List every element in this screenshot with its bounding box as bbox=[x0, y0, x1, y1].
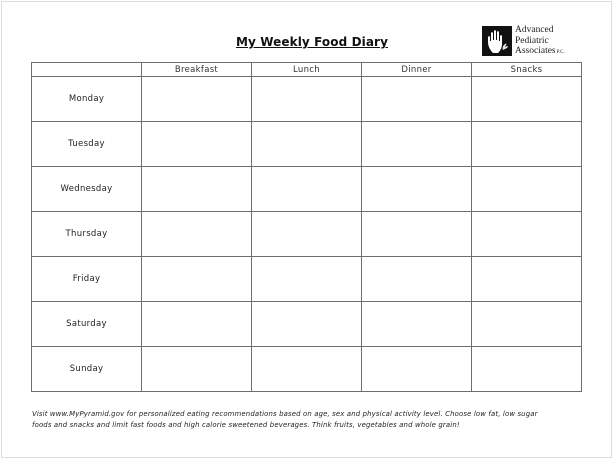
thursday-snacks-cell[interactable] bbox=[472, 212, 582, 257]
thursday-breakfast-cell[interactable] bbox=[142, 212, 252, 257]
thursday-lunch-cell[interactable] bbox=[252, 212, 362, 257]
saturday-breakfast-cell[interactable] bbox=[142, 302, 252, 347]
saturday-lunch-cell[interactable] bbox=[252, 302, 362, 347]
logo-suffix: P.C. bbox=[556, 50, 565, 55]
day-sunday: Sunday bbox=[32, 347, 142, 392]
wednesday-dinner-cell[interactable] bbox=[362, 167, 472, 212]
table-row bbox=[32, 212, 582, 257]
day-tuesday: Tuesday bbox=[32, 122, 142, 167]
monday-snacks-cell[interactable] bbox=[472, 77, 582, 122]
saturday-dinner-cell[interactable] bbox=[362, 302, 472, 347]
monday-lunch-cell[interactable] bbox=[252, 77, 362, 122]
day-saturday: Saturday bbox=[32, 302, 142, 347]
logo-line-3: Associates bbox=[515, 46, 556, 56]
monday-breakfast-cell[interactable] bbox=[142, 77, 252, 122]
tuesday-breakfast-cell[interactable] bbox=[142, 122, 252, 167]
header-snacks: Snacks bbox=[472, 63, 582, 77]
day-friday: Friday bbox=[32, 257, 142, 302]
header-breakfast: Breakfast bbox=[142, 63, 252, 77]
day-monday: Monday bbox=[32, 77, 142, 122]
friday-breakfast-cell[interactable] bbox=[142, 257, 252, 302]
logo-line-1: Advanced bbox=[515, 25, 554, 35]
logo-text bbox=[515, 25, 565, 59]
page-title: My Weekly Food Diary bbox=[236, 35, 388, 49]
hand-logo-icon bbox=[482, 26, 512, 56]
header-lunch: Lunch bbox=[252, 63, 362, 77]
logo-line-2: Pediatric bbox=[515, 35, 549, 46]
footer-line-1: Visit www.MyPyramid.gov for personalized eating recommendations based on age, sex and physical activity level. Choose low fat, low sugar bbox=[32, 410, 538, 418]
tuesday-snacks-cell[interactable] bbox=[472, 122, 582, 167]
thursday-dinner-cell[interactable] bbox=[362, 212, 472, 257]
tuesday-lunch-cell[interactable] bbox=[252, 122, 362, 167]
table-row bbox=[32, 257, 582, 302]
friday-lunch-cell[interactable] bbox=[252, 257, 362, 302]
sunday-snacks-cell[interactable] bbox=[472, 347, 582, 392]
footer-note bbox=[32, 409, 592, 431]
wednesday-lunch-cell[interactable] bbox=[252, 167, 362, 212]
header-blank bbox=[32, 63, 142, 77]
header-dinner: Dinner bbox=[362, 63, 472, 77]
table-row bbox=[32, 347, 582, 392]
table-row bbox=[32, 122, 582, 167]
tuesday-dinner-cell[interactable] bbox=[362, 122, 472, 167]
sunday-breakfast-cell[interactable] bbox=[142, 347, 252, 392]
friday-snacks-cell[interactable] bbox=[472, 257, 582, 302]
sunday-lunch-cell[interactable] bbox=[252, 347, 362, 392]
sunday-dinner-cell[interactable] bbox=[362, 347, 472, 392]
footer-line-2: foods and snacks and limit fast foods and high calorie sweetened beverages. Think fruits, vegetables and whole grain! bbox=[32, 421, 460, 429]
day-thursday: Thursday bbox=[32, 212, 142, 257]
monday-dinner-cell[interactable] bbox=[362, 77, 472, 122]
food-diary-table bbox=[31, 62, 582, 392]
logo bbox=[482, 26, 582, 60]
table-row bbox=[32, 77, 582, 122]
day-wednesday: Wednesday bbox=[32, 167, 142, 212]
wednesday-breakfast-cell[interactable] bbox=[142, 167, 252, 212]
friday-dinner-cell[interactable] bbox=[362, 257, 472, 302]
wednesday-snacks-cell[interactable] bbox=[472, 167, 582, 212]
table-header-row bbox=[32, 63, 582, 77]
table-row bbox=[32, 302, 582, 347]
table-row bbox=[32, 167, 582, 212]
saturday-snacks-cell[interactable] bbox=[472, 302, 582, 347]
